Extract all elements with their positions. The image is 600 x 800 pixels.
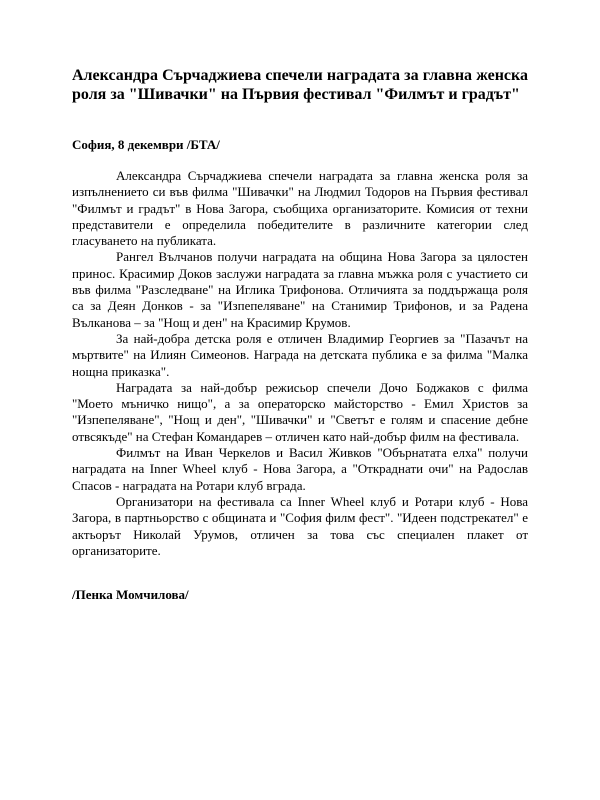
article-paragraph: Организатори на фестивала са Inner Wheel клуб и Ротари клуб - Нова Загора, в партньорство с общината и "София филм фест". "Идеен подстрекател" е актьорът Николай Урумов, отличен за това със специален плакет от организаторите. <box>72 493 528 558</box>
article-paragraph: За най-добра детска роля е отличен Владимир Георгиев за "Пазачът на мъртвите" на Илиян Симеонов. Награда на детската публика е за филма "Малка нощна приказка". <box>72 330 528 379</box>
article-dateline: София, 8 декември /БТА/ <box>72 137 220 152</box>
article-body <box>72 168 528 559</box>
article-paragraph: Филмът на Иван Черкелов и Васил Живков "Обърнатата елха" получи наградата на Inner Wheel клуб - Нова Загора, а "Откраднати очи" на Радослав Спасов - наградата на Ротари клуб вграда. <box>72 445 528 493</box>
article-paragraph: Рангел Вълчанов получи наградата на община Нова Загора за цялостен принос. Красимир Доков заслужи наградата за главна мъжка роля с участието си във филма "Разследване" на Иглика Трифонова. Отличията за поддържаща роля са за Деян Донков - за "Изпепеляване" на Станимир Трифонов, и за Радена Вълканова – за "Нощ и ден" на Красимир Крумов. <box>72 249 528 330</box>
article-paragraph: Наградата за най-добър режисьор спечели Дочо Боджаков с филма "Моето мъничко нищо", а за операторско майсторство - Емил Христов за "Изпепеляване", "Нощ и ден", "Шивачки" и "Светът е голям и спасение дебне отвсякъде" на Стефан Командарев – отличен като най-добър филм на фестивала. <box>72 379 528 444</box>
article-signature: /Пенка Момчилова/ <box>72 587 189 603</box>
article-paragraph: Александра Сърчаджиева спечели наградата за главна женска роля за изпълнението си във филма "Шивачки" на Людмил Тодоров на Първия фестивал "Филмът и градът" в Нова Загора, съобщиха организаторите. Комисия от техни представители е определила победителите в различните категории след гласуването на публиката. <box>72 168 528 249</box>
article-title: Александра Сърчаджиева спечели наградата за главна женска роля за "Шивачки" на Първия фестивал "Филмът и градът" <box>72 67 528 103</box>
document-page <box>72 66 528 603</box>
